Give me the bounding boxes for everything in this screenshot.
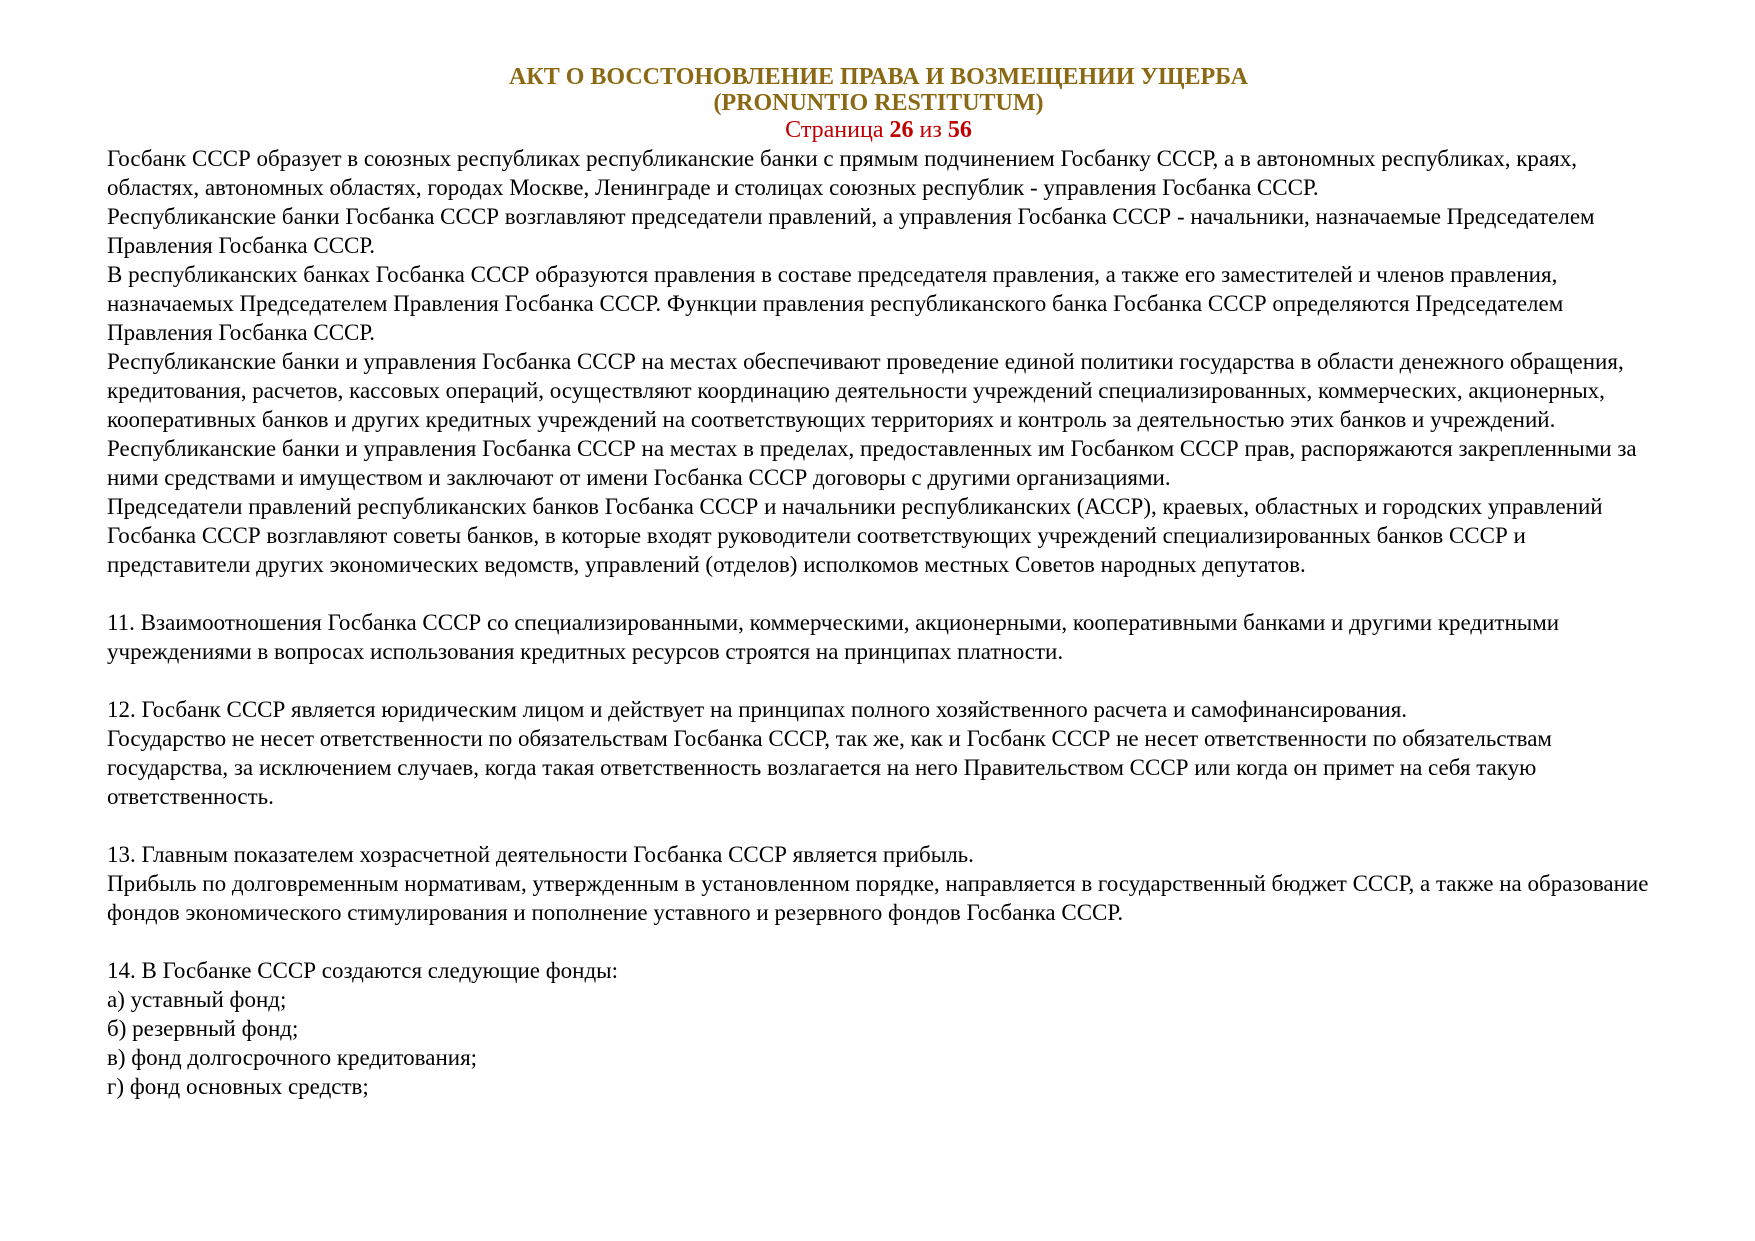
paragraph: Председатели правлений республиканских банков Госбанка СССР и начальники республиканских (АССР), краевых, областных и городских управлений Госбанка СССР возглавляют советы банков, в которые входят руководители соответствующих учреждений специализированных банков СССР и представители других экономических ведомств, управлений (отделов) исполкомов местных Советов народных депутатов. bbox=[107, 494, 1603, 577]
paragraph: а) уставный фонд; bbox=[107, 987, 287, 1012]
page-indicator-separator: из bbox=[919, 117, 942, 143]
paragraph: 14. В Госбанке СССР создаются следующие фонды: bbox=[107, 958, 619, 983]
page-indicator-prefix: Страница bbox=[785, 117, 884, 143]
document-body bbox=[107, 144, 1650, 1101]
page-indicator bbox=[107, 116, 1650, 144]
paragraph: Прибыль по долговременным нормативам, утвержденным в установленном порядке, направляется в государственный бюджет СССР, а также на образование фондов экономического стимулирования и пополнение уставного и резервного фондов Госбанка СССР. bbox=[107, 871, 1649, 925]
paragraph: Госбанк СССР образует в союзных республиках республиканские банки с прямым подчинением Госбанку СССР, а в автономных республиках, краях, областях, автономных областях, городах Москве, Ленинграде и столицах союзных республик - управления Госбанка СССР. bbox=[107, 146, 1577, 200]
paragraph: Республиканские банки Госбанка СССР возглавляют председатели правлений, а управления Госбанка СССР - начальники, назначаемые Председателем Правления Госбанка СССР. bbox=[107, 204, 1595, 258]
paragraph: б) резервный фонд; bbox=[107, 1016, 299, 1041]
paragraph: 12. Госбанк СССР является юридическим лицом и действует на принципах полного хозяйственного расчета и самофинансирования. bbox=[107, 697, 1408, 722]
paragraph: г) фонд основных средств; bbox=[107, 1074, 369, 1099]
page-indicator-total: 56 bbox=[947, 117, 972, 143]
paragraph: Государство не несет ответственности по обязательствам Госбанка СССР, так же, как и Госбанк СССР не несет ответственности по обязательствам государства, за исключением случаев, когда такая ответственность возлагается на него Правительством СССР или когда он примет на себя такую ответственность. bbox=[107, 726, 1552, 809]
document-subtitle: (PRONUNTIO RESTITUTUM) bbox=[713, 90, 1044, 116]
document-title: АКТ О ВОССТОНОВЛЕНИЕ ПРАВА И ВОЗМЕЩЕНИИ УЩЕРБА bbox=[508, 64, 1249, 90]
page-indicator-current: 26 bbox=[889, 117, 914, 143]
paragraph: Республиканские банки и управления Госбанка СССР на местах обеспечивают проведение единой политики государства в области денежного обращения, кредитования, расчетов, кассовых операций, осуществляют координацию деятельности учреждений специализированных, коммерческих, акционерных, кооперативных банков и других кредитных учреждений на соответствующих территориях и контроль за деятельностью этих банков и учреждений. bbox=[107, 349, 1624, 432]
paragraph: 11. Взаимоотношения Госбанка СССР со специализированными, коммерческими, акционерными, кооперативными банками и другими кредитными учреждениями в вопросах использования кредитных ресурсов строятся на принципах платности. bbox=[107, 610, 1560, 664]
paragraph: в) фонд долгосрочного кредитования; bbox=[107, 1045, 478, 1070]
paragraph: В республиканских банках Госбанка СССР образуются правления в составе председателя правления, а также его заместителей и членов правления, назначаемых Председателем Правления Госбанка СССР. Функции правления республиканского банка Госбанка СССР определяются Председателем Правления Госбанка СССР. bbox=[107, 262, 1564, 345]
paragraph: Республиканские банки и управления Госбанка СССР на местах в пределах, предоставленных им Госбанком СССР прав, распоряжаются закрепленными за ними средствами и имуществом и заключают от имени Госбанка СССР договоры с другими организациями. bbox=[107, 436, 1637, 490]
paragraph: 13. Главным показателем хозрасчетной деятельности Госбанка СССР является прибыль. bbox=[107, 842, 974, 867]
